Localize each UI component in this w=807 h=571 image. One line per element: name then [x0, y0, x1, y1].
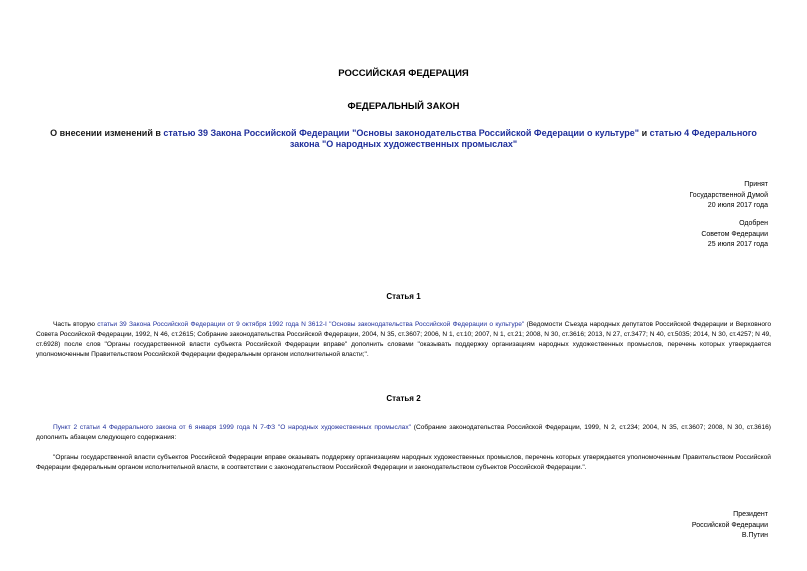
approved-date: 25 июля 2017 года: [707, 241, 768, 248]
article-2-heading: Статья 2: [386, 394, 421, 403]
title-link-article-4[interactable]: статью 4 Федерального закона "О народных художественных промыслах": [289, 128, 757, 149]
approved-line-2: Советом Федерации: [701, 230, 768, 238]
article-1-text-end: (Ведомости Съезда народных депутатов Российской Федерации и Верховного Совета Российской Федерации, 1992, N 46, ст.2615; Собрание законодательства Российской Федерации, 2004, N 35, ст.3607; 2006, N 1, ст.10; 2007, N 1, ст.21; 2008, N 30, ст.3616; 2013, N 27, ст.3477; N 40, ст.5035; 2014, N 30, ст.4257; N 49, ст.6928) после слов "Органы государственной власти субъекта Российской Федерации вправе" дополнить словами "оказывать поддержку организациям народных художественных промыслов, перечень которых утверждается уполномоченным Правительством Российской Федерации федеральным органом исполнительной власти;".: [36, 321, 771, 358]
adopted-date: 20 июля 2017 года: [707, 202, 768, 209]
law-title: [36, 128, 771, 150]
adopted-line-2: Государственной Думой: [689, 191, 768, 199]
article-1-text-start: Часть вторую: [53, 321, 98, 328]
article-1-paragraph: [36, 320, 771, 360]
signature-line-2: Российской Федерации: [691, 521, 768, 529]
article-2-text-end: (Собрание законодательства Российской Федерации, 1999, N 2, ст.234; 2004, N 35, ст.3607; 2008, N 30, ст.3616) дополнить абзацем следующего содержания:: [36, 424, 771, 441]
signature-line-1: Президент: [733, 511, 768, 518]
article-1-heading: Статья 1: [386, 292, 421, 301]
article-2-quote: "Органы государственной власти субъектов Российской Федерации вправе оказывать поддержку организациям народных художественных промыслов, перечень которых утверждается уполномоченным Правительством Российской Федерации федеральным органом исполнительной власти, в соответствии с законодательством Российской Федерации и законодательством субъектов Российской Федерации.".: [36, 454, 771, 471]
approved-block: [701, 219, 768, 251]
article-2-link[interactable]: Пункт 2 статьи 4 Федерального закона от 6 января 1999 года N 7-ФЗ "О народных художественных промыслах": [53, 424, 411, 431]
signature-block: [692, 510, 768, 542]
title-text-1: О внесении изменений в: [50, 128, 164, 138]
article-1-link[interactable]: статьи 39 Закона Российской Федерации от 9 октября 1992 года N 3612-I "Основы законодательства Российской Федерации о культуре": [97, 321, 525, 328]
country-heading: РОССИЙСКАЯ ФЕДЕРАЦИЯ: [338, 68, 469, 79]
approved-line-1: Одобрен: [739, 220, 768, 227]
signature-name: В.Путин: [741, 532, 768, 539]
adopted-line-1: Принят: [744, 181, 768, 188]
title-text-2: и: [639, 128, 650, 138]
title-link-article-39[interactable]: статью 39 Закона Российской Федерации "Основы законодательства Российской Федерации о культуре": [163, 128, 640, 138]
document-type-heading: ФЕДЕРАЛЬНЫЙ ЗАКОН: [347, 101, 460, 112]
article-2-paragraph: [36, 423, 771, 443]
adopted-block: [689, 180, 768, 212]
